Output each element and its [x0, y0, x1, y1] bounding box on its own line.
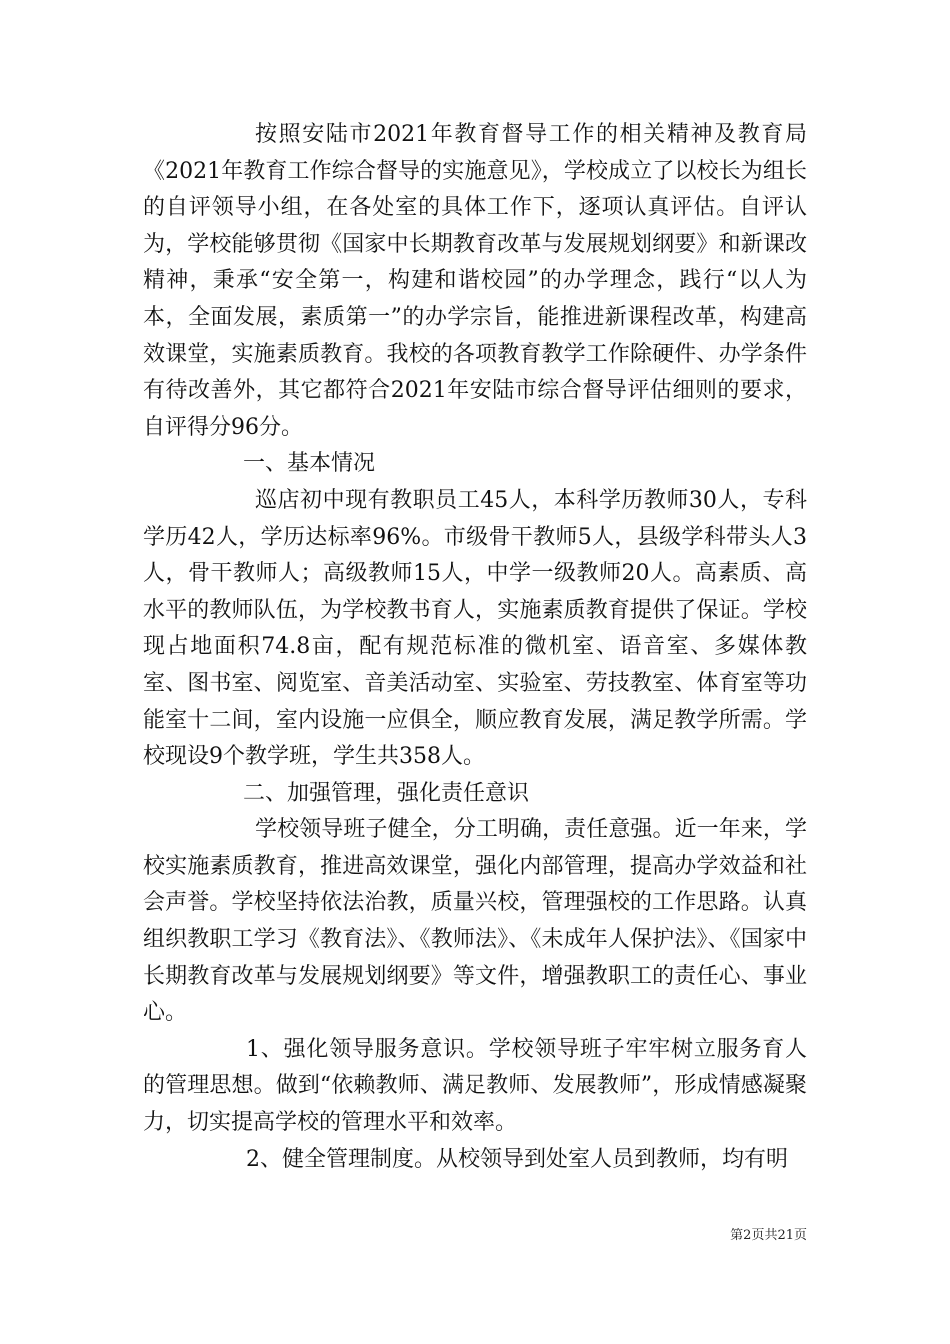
- intro-paragraph: 按照安陆市2021年教育督导工作的相关精神及教育局《2021年教育工作综合督导的实施意见》，学校成立了以校长为组长的自评领导小组，在各处室的具体工作下，逐项认真评估。自评认为，学校能够贯彻《国家中长期教育改革与发展规划纲要》和新课改精神，秉承“安全第一，构建和谐校园”的办学理念，践行“以人为本，全面发展，素质第一”的办学宗旨，能推进新课程改革，构建高效课堂，实施素质教育。我校的各项教育教学工作除硬件、办学条件有待改善外，其它都符合2021年安陆市综合督导评估细则的要求，自评得分96分。: [143, 122, 807, 440]
- section-heading-basic-info: 一、基本情况: [243, 451, 376, 477]
- section-heading-management: 二、加强管理，强化责任意识: [243, 780, 530, 806]
- document-body: [143, 117, 807, 1178]
- item-management-system: 2、健全管理制度。从校领导到处室人员到教师，均有明: [246, 1146, 788, 1172]
- basic-info-paragraph: 巡店初中现有教职员工45人，本科学历教师30人，专科学历42人，学历达标率96%。市级骨干教师5人，县级学科带头人3人，骨干教师人；高级教师15人，中学一级教师20人。高素质、高水平的教师队伍，为学校教书育人，实施素质教育提供了保证。学校现占地面积74.8亩，配有规范标准的微机室、语音室、多媒体教室、图书室、阅览室、音美活动室、实验室、劳技教室、体育室等功能室十二间，室内设施一应俱全，顺应教育发展，满足教学所需。学校现设9个教学班，学生共358人。: [143, 487, 807, 770]
- item-leadership-service: 1、强化领导服务意识。学校领导班子牢牢树立服务育人的管理思想。做到“依赖教师、满足教师、发展教师”，形成情感凝聚力，切实提高学校的管理水平和效率。: [143, 1036, 807, 1136]
- page-number: 第2页共21页: [730, 1228, 807, 1243]
- management-paragraph: 学校领导班子健全，分工明确，责任意强。近一年来，学校实施素质教育，推进高效课堂，强化内部管理，提高办学效益和社会声誉。学校坚持依法治教，质量兴校，管理强校的工作思路。认真组织教职工学习《教育法》、《教师法》、《未成年人保护法》、《国家中长期教育改革与发展规划纲要》等文件，增强教职工的责任心、事业心。: [143, 817, 807, 1026]
